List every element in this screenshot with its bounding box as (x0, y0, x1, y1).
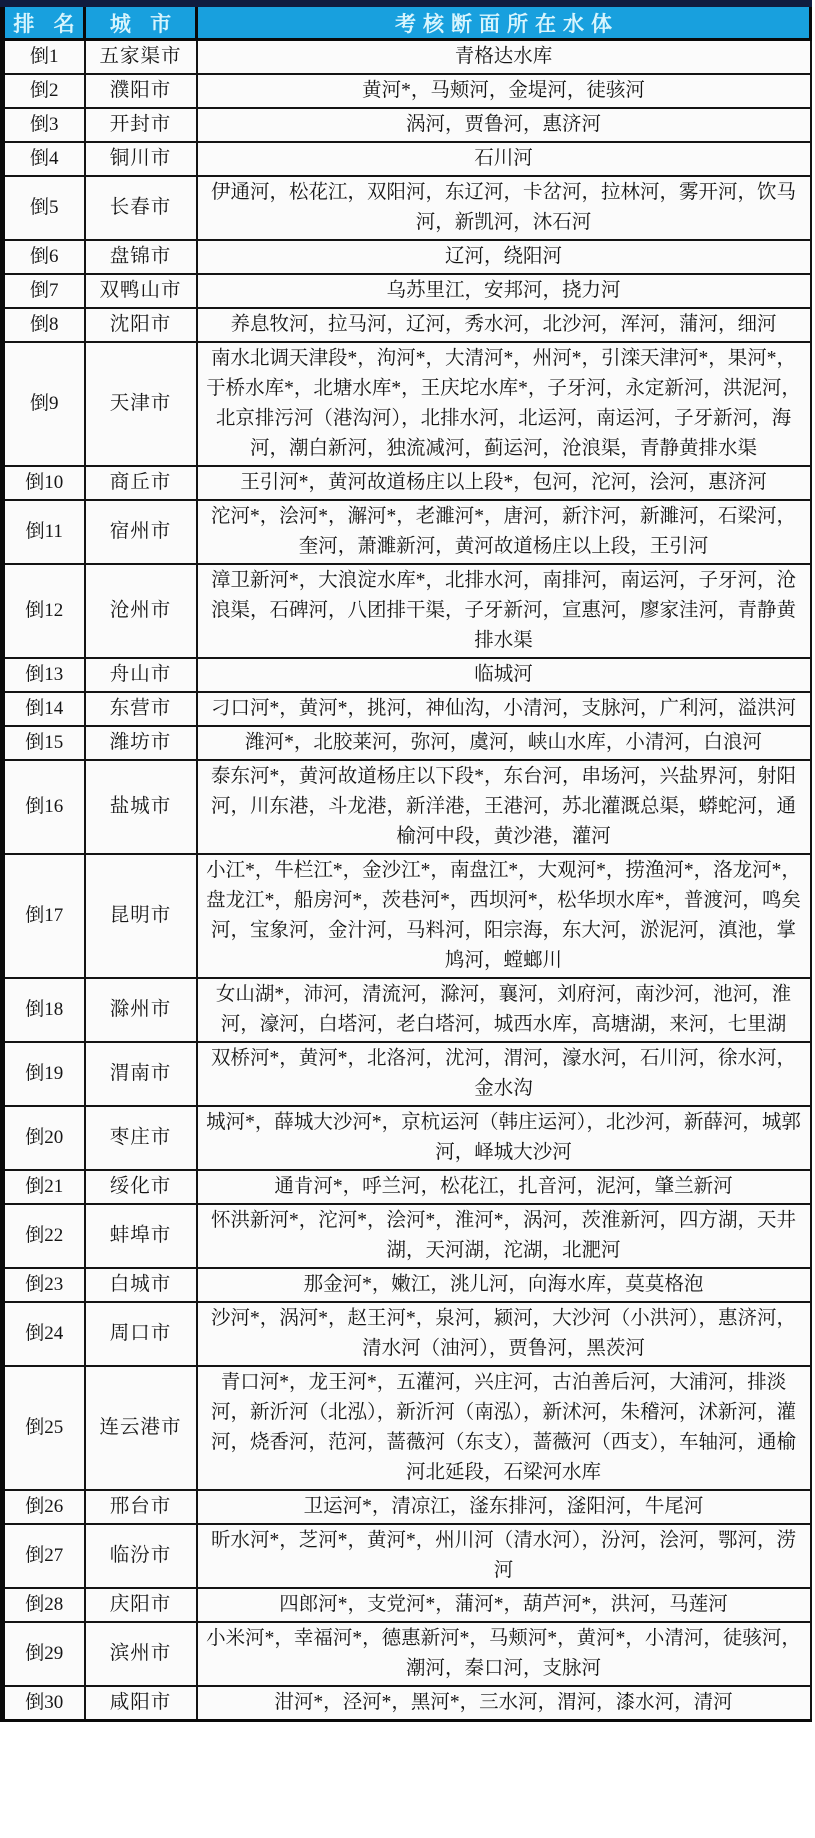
rank-cell: 倒8 (3, 308, 85, 342)
table-row (3, 1490, 811, 1524)
water-cell: 那金河*，嫩江，洮儿河，向海水库，莫莫格泡 (197, 1268, 811, 1302)
water-cell: 涡河，贾鲁河，惠济河 (197, 108, 811, 142)
city-cell: 舟山市 (85, 658, 197, 692)
city-cell: 蚌埠市 (85, 1204, 197, 1268)
table-row (3, 1204, 811, 1268)
table-row (3, 760, 811, 854)
rank-cell: 倒3 (3, 108, 85, 142)
column-header-city: 城 市 (85, 4, 197, 40)
table-row (3, 854, 811, 978)
water-cell: 通肯河*，呼兰河，松花江，扎音河，泥河，肇兰新河 (197, 1170, 811, 1204)
water-cell: 小江*，牛栏江*，金沙江*，南盘江*，大观河*，捞渔河*，洛龙河*，盘龙江*，船房河*，茨巷河*，西坝河*，松华坝水库*，普渡河，鸣矣河，宝象河，金汁河，马料河，阳宗海，东大河，淤泥河，滇池，掌鸠河，螳螂川 (197, 854, 811, 978)
table-row (3, 108, 811, 142)
column-header-rank: 排 名 (3, 4, 85, 40)
rank-cell: 倒21 (3, 1170, 85, 1204)
table-row (3, 176, 811, 240)
rank-cell: 倒2 (3, 74, 85, 108)
rank-cell: 倒20 (3, 1106, 85, 1170)
water-cell: 临城河 (197, 658, 811, 692)
water-cell: 青口河*，龙王河*，五灌河，兴庄河，古泊善后河，大浦河，排淡河，新沂河（北泓），新沂河（南泓），新沭河，朱稽河，沭新河，灌河，烧香河，范河，蔷薇河（东支），蔷薇河（西支），车轴河，通榆河北延段，石梁河水库 (197, 1366, 811, 1490)
water-cell: 石川河 (197, 142, 811, 176)
table-row (3, 692, 811, 726)
city-cell: 滨州市 (85, 1622, 197, 1686)
water-cell: 养息牧河，拉马河，辽河，秀水河，北沙河，浑河，蒲河，细河 (197, 308, 811, 342)
water-cell: 小米河*，幸福河*，德惠新河*，马颊河*，黄河*，小清河，徒骇河，潮河，秦口河，支脉河 (197, 1622, 811, 1686)
table-row (3, 1042, 811, 1106)
city-cell: 沈阳市 (85, 308, 197, 342)
rank-cell: 倒17 (3, 854, 85, 978)
table-row (3, 1366, 811, 1490)
city-cell: 周口市 (85, 1302, 197, 1366)
city-cell: 天津市 (85, 342, 197, 466)
table-row (3, 1268, 811, 1302)
table-row (3, 142, 811, 176)
city-cell: 庆阳市 (85, 1588, 197, 1622)
water-cell: 辽河，绕阳河 (197, 240, 811, 274)
city-cell: 宿州市 (85, 500, 197, 564)
water-cell: 怀洪新河*，沱河*，浍河*，淮河*，涡河，茨淮新河，四方湖，天井湖，天河湖，沱湖，北淝河 (197, 1204, 811, 1268)
table-row (3, 1170, 811, 1204)
city-cell: 盘锦市 (85, 240, 197, 274)
city-cell: 东营市 (85, 692, 197, 726)
city-cell: 开封市 (85, 108, 197, 142)
city-cell: 临汾市 (85, 1524, 197, 1588)
rank-cell: 倒11 (3, 500, 85, 564)
city-cell: 绥化市 (85, 1170, 197, 1204)
rank-cell: 倒15 (3, 726, 85, 760)
city-cell: 长春市 (85, 176, 197, 240)
water-cell: 女山湖*，沛河，清流河，滁河，襄河，刘府河，南沙河，池河，淮河，濠河，白塔河，老白塔河，城西水库，高塘湖，来河，七里湖 (197, 978, 811, 1042)
table-row (3, 564, 811, 658)
water-cell: 双桥河*，黄河*，北洛河，沋河，渭河，濠水河，石川河，徐水河，金水沟 (197, 1042, 811, 1106)
column-header-water: 考核断面所在水体 (197, 4, 811, 40)
water-cell: 泔河*，泾河*，黑河*，三水河，渭河，漆水河，清河 (197, 1686, 811, 1721)
table-row (3, 726, 811, 760)
city-cell: 咸阳市 (85, 1686, 197, 1721)
rank-cell: 倒27 (3, 1524, 85, 1588)
water-cell: 南水北调天津段*，泃河*，大清河*，州河*，引滦天津河*，果河*，于桥水库*，北塘水库*，王庆坨水库*，子牙河，永定新河，洪泥河，北京排污河（港沟河），北排水河，北运河，南运河，子牙新河，海河，潮白新河，独流减河，蓟运河，沧浪渠，青静黄排水渠 (197, 342, 811, 466)
table-row (3, 40, 811, 75)
water-cell: 青格达水库 (197, 40, 811, 75)
rank-cell: 倒26 (3, 1490, 85, 1524)
table-row (3, 240, 811, 274)
table-row (3, 1686, 811, 1721)
rank-cell: 倒1 (3, 40, 85, 75)
rank-cell: 倒18 (3, 978, 85, 1042)
water-cell: 伊通河，松花江，双阳河，东辽河，卡岔河，拉林河，雾开河，饮马河，新凯河，沐石河 (197, 176, 811, 240)
table-row (3, 274, 811, 308)
city-cell: 铜川市 (85, 142, 197, 176)
table-row (3, 658, 811, 692)
rank-cell: 倒4 (3, 142, 85, 176)
rank-cell: 倒16 (3, 760, 85, 854)
rank-cell: 倒5 (3, 176, 85, 240)
rank-cell: 倒12 (3, 564, 85, 658)
header-row (3, 4, 811, 40)
rank-cell: 倒6 (3, 240, 85, 274)
rank-cell: 倒25 (3, 1366, 85, 1490)
city-cell: 滁州市 (85, 978, 197, 1042)
water-cell: 四郎河*，支党河*，蒲河*，葫芦河*，洪河，马莲河 (197, 1588, 811, 1622)
water-cell: 卫运河*，清凉江，滏东排河，滏阳河，牛尾河 (197, 1490, 811, 1524)
rank-cell: 倒24 (3, 1302, 85, 1366)
table-row (3, 1302, 811, 1366)
table-row (3, 74, 811, 108)
city-cell: 枣庄市 (85, 1106, 197, 1170)
rank-cell: 倒7 (3, 274, 85, 308)
city-cell: 双鸭山市 (85, 274, 197, 308)
table-row (3, 1524, 811, 1588)
city-cell: 商丘市 (85, 466, 197, 500)
rank-cell: 倒28 (3, 1588, 85, 1622)
rank-cell: 倒13 (3, 658, 85, 692)
rank-cell: 倒9 (3, 342, 85, 466)
rank-cell: 倒10 (3, 466, 85, 500)
water-cell: 城河*，薛城大沙河*，京杭运河（韩庄运河），北沙河，新薛河，城郭河，峄城大沙河 (197, 1106, 811, 1170)
table-row (3, 1106, 811, 1170)
rank-cell: 倒23 (3, 1268, 85, 1302)
rank-cell: 倒19 (3, 1042, 85, 1106)
rank-cell: 倒30 (3, 1686, 85, 1721)
city-cell: 潍坊市 (85, 726, 197, 760)
table-row (3, 500, 811, 564)
city-cell: 白城市 (85, 1268, 197, 1302)
city-cell: 沧州市 (85, 564, 197, 658)
city-cell: 盐城市 (85, 760, 197, 854)
table-header (3, 4, 811, 40)
table-row (3, 466, 811, 500)
city-cell: 邢台市 (85, 1490, 197, 1524)
table-row (3, 1622, 811, 1686)
city-cell: 濮阳市 (85, 74, 197, 108)
water-cell: 泰东河*，黄河故道杨庄以下段*，东台河，串场河，兴盐界河，射阳河，川东港，斗龙港，新洋港，王港河，苏北灌溉总渠，蟒蛇河，通榆河中段，黄沙港，灌河 (197, 760, 811, 854)
city-cell: 连云港市 (85, 1366, 197, 1490)
water-cell: 王引河*，黄河故道杨庄以上段*，包河，沱河，浍河，惠济河 (197, 466, 811, 500)
water-cell: 刁口河*，黄河*，挑河，神仙沟，小清河，支脉河，广利河，溢洪河 (197, 692, 811, 726)
city-cell: 昆明市 (85, 854, 197, 978)
table-row (3, 342, 811, 466)
water-cell: 昕水河*，芝河*，黄河*，州川河（清水河），汾河，浍河，鄂河，涝河 (197, 1524, 811, 1588)
water-cell: 潍河*，北胶莱河，弥河，虞河，峡山水库，小清河，白浪河 (197, 726, 811, 760)
table-body (3, 40, 811, 1721)
city-cell: 渭南市 (85, 1042, 197, 1106)
water-cell: 乌苏里江，安邦河，挠力河 (197, 274, 811, 308)
rank-cell: 倒14 (3, 692, 85, 726)
table-row (3, 978, 811, 1042)
rank-cell: 倒22 (3, 1204, 85, 1268)
water-cell: 黄河*，马颊河，金堤河，徒骇河 (197, 74, 811, 108)
water-cell: 漳卫新河*，大浪淀水库*，北排水河，南排河，南运河，子牙河，沧浪渠，石碑河，八团排干渠，子牙新河，宣惠河，廖家洼河，青静黄排水渠 (197, 564, 811, 658)
water-cell: 沱河*，浍河*，澥河*，老濉河*，唐河，新汴河，新濉河，石梁河，奎河，萧濉新河，黄河故道杨庄以上段，王引河 (197, 500, 811, 564)
table-row (3, 1588, 811, 1622)
city-cell: 五家渠市 (85, 40, 197, 75)
rank-cell: 倒29 (3, 1622, 85, 1686)
water-cell: 沙河*，涡河*，赵王河*，泉河，颍河，大沙河（小洪河），惠济河，清水河（油河），贾鲁河，黑茨河 (197, 1302, 811, 1366)
table-row (3, 308, 811, 342)
